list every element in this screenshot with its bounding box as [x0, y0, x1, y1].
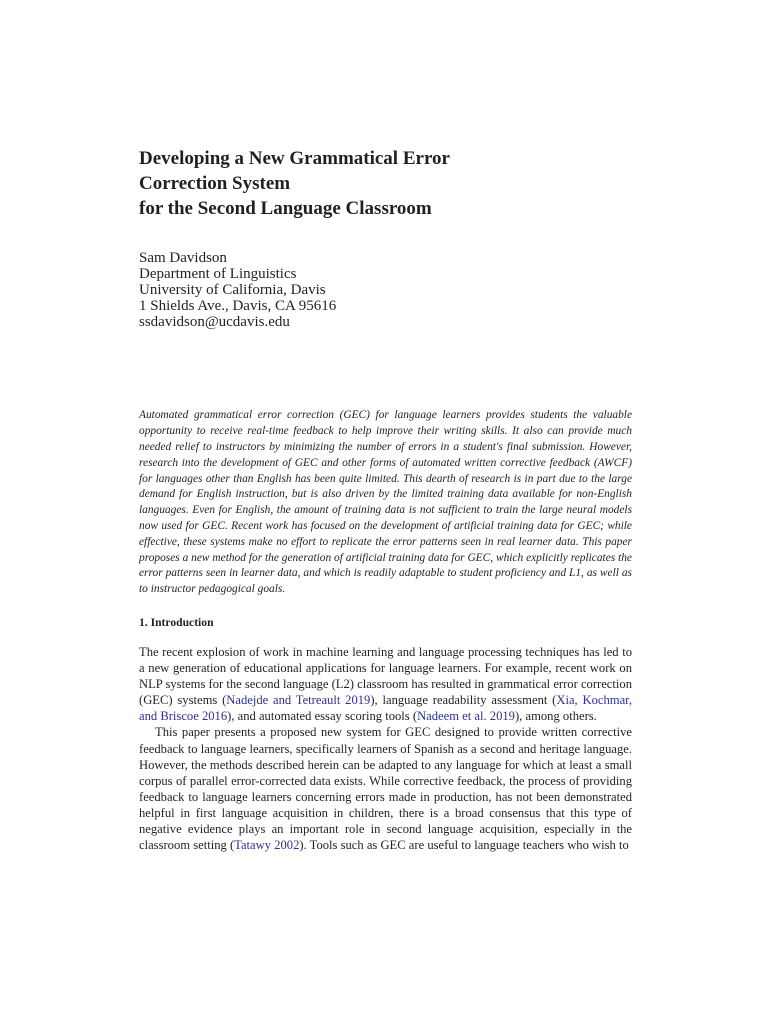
intro-p1-text-3: ), and automated essay scoring tools ( — [227, 709, 418, 724]
intro-paragraph-2 — [139, 724, 632, 853]
intro-p1-text-4: ), among others. — [514, 709, 597, 724]
title-line-1: Developing a New Grammatical Error — [139, 148, 450, 169]
author-department: Department of Linguistics — [139, 266, 297, 282]
author-address: 1 Shields Ave., Davis, CA 95616 — [139, 298, 337, 314]
author-name: Sam Davidson — [139, 250, 227, 266]
intro-p1-text-1: The recent explosion of work in machine learning and language processing techniques has led to a new generation of educational applications for language learners. For example, recent work on NLP systems for the second language (L2) classroom has resulted in grammatical error correction (GEC) systems ( — [139, 645, 632, 708]
intro-p1-text-2: ), language readability assessment ( — [370, 693, 557, 708]
citation-xia-kochmar-briscoe-2016[interactable]: Xia, Kochmar, and Briscoe 2016 — [139, 693, 632, 724]
author-university: University of California, Davis — [139, 282, 326, 298]
author-block — [139, 250, 336, 330]
intro-p2-text-2: ). Tools such as GEC are useful to language teachers who wish to — [299, 838, 629, 853]
author-email: ssdavidson@ucdavis.edu — [139, 314, 290, 330]
citation-tatawy-2002[interactable]: Tatawy 2002 — [234, 838, 300, 853]
citation-nadejde-tetreault-2019[interactable]: Nadejde and Tetreault 2019 — [226, 693, 371, 708]
abstract: Automated grammatical error correction (GEC) for language learners provides students the valuable opportunity to receive real-time feedback to help improve their writing skills. It also can provide much needed relief to instructors by minimizing the number of errors in a student's final submission. However, research into the development of GEC and other forms of automated written corrective feedback (AWCF) for languages other than English has been quite limited. This dearth of research is in part due to the large demand for English instruction, but is also driven by the limited training data available for non-English languages. Even for English, the amount of training data is not sufficient to train the large neural models now used for GEC. Recent work has focused on the development of artificial training data for GEC; while effective, these systems make no effort to replicate the error patterns seen in real learner data. This paper proposes a new method for the generation of artificial training data for GEC, which explicitly replicates the error patterns seen in learner data, and which is readily adaptable to student proficiency and L1, as well as to instructor pedagogical goals. — [139, 409, 632, 596]
intro-p2-text-1: This paper presents a proposed new system for GEC designed to provide written corrective feedback to language learners, specifically learners of Spanish as a second and heritage language. However, the methods described herein can be adapted to any language for which at least a small corpus of parallel error-corrected data exists. While corrective feedback, the process of providing feedback to language learners concerning errors made in production, has not been demonstrated helpful in first language acquisition in children, there is a broad consensus that this type of negative evidence plays an important role in second language acquisition, especially in the classroom setting ( — [139, 725, 632, 853]
title-line-3: for the Second Language Classroom — [139, 198, 432, 219]
title-line-2: Correction System — [139, 173, 291, 194]
section-heading-introduction: 1. Introduction — [139, 616, 214, 629]
introduction-body — [139, 644, 632, 853]
citation-nadeem-2019[interactable]: Nadeem et al. 2019 — [417, 709, 515, 724]
intro-paragraph-1 — [139, 644, 632, 724]
paper-title — [139, 146, 632, 221]
